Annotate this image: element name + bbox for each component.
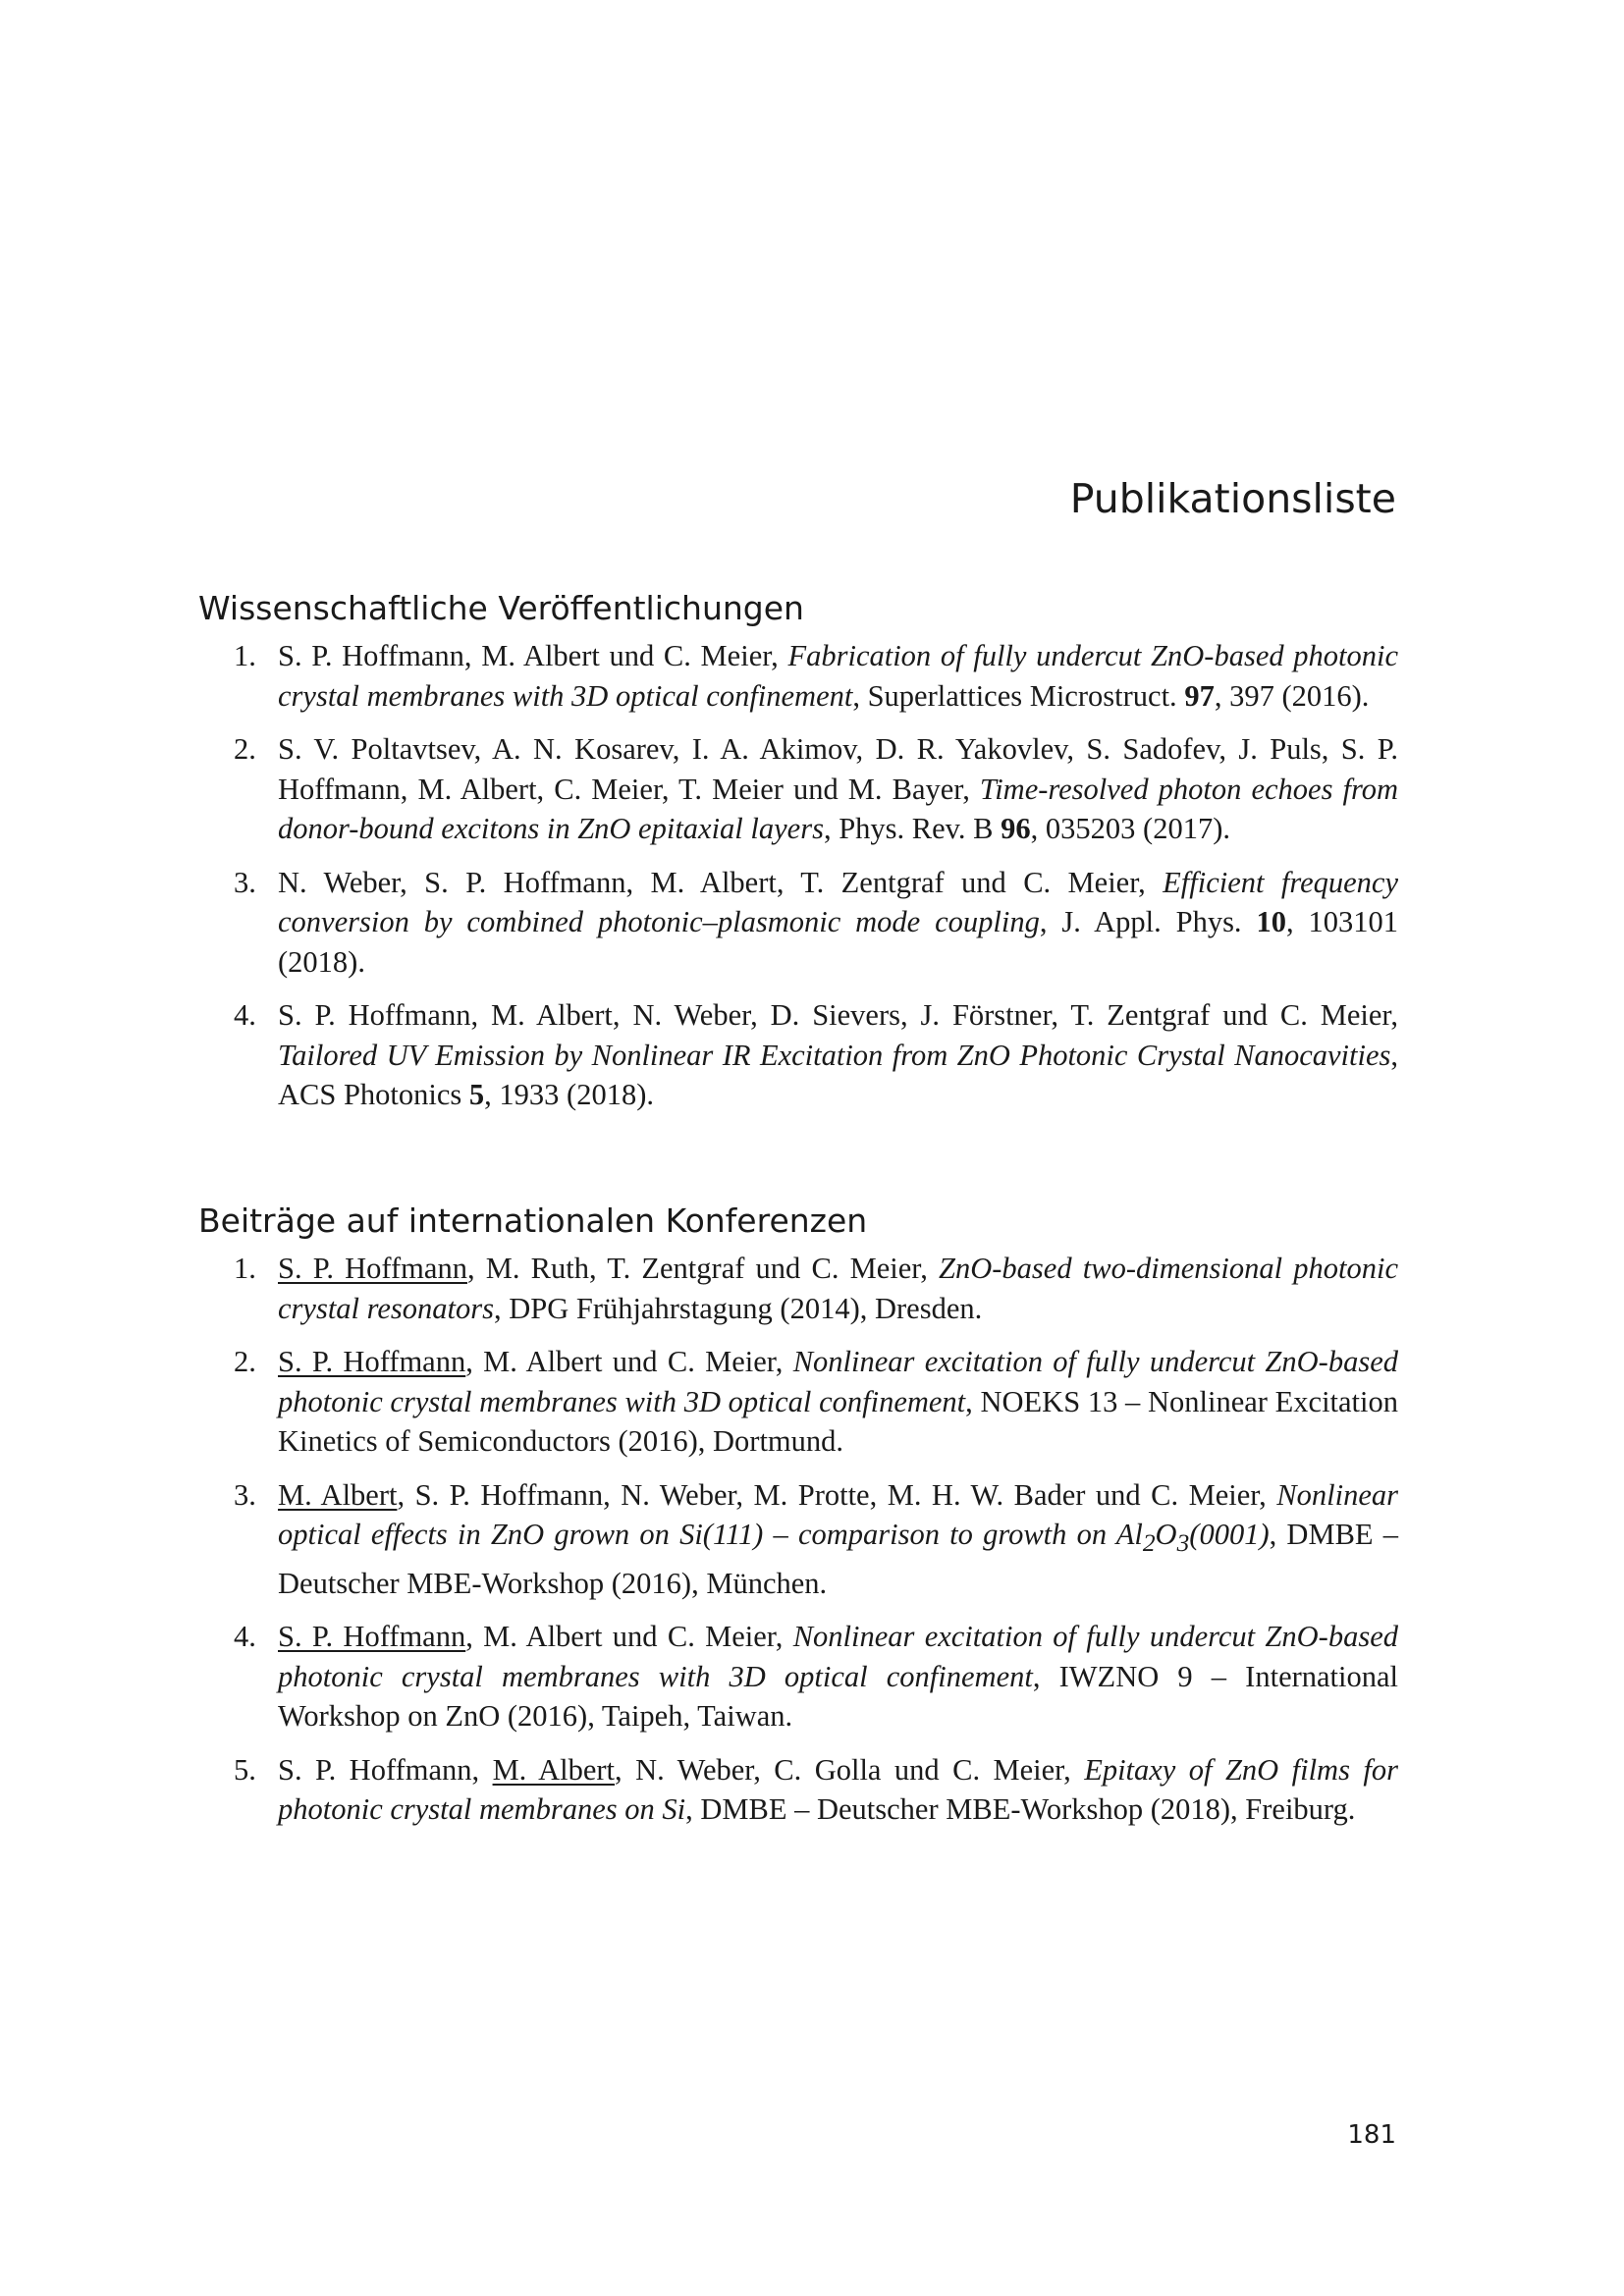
journal-name: , Superlattices Microstruct. bbox=[852, 678, 1185, 713]
authors: S. P. Hoffmann, M. Albert und C. Meier, bbox=[278, 639, 788, 672]
list-item bbox=[198, 729, 1398, 849]
paper-title: Fabrication of fully undercut ZnO-based photonic crystal membranes with 3D optical confinement bbox=[278, 639, 1399, 713]
journal-publication-list bbox=[198, 636, 1398, 1115]
conference-contribution-list bbox=[198, 1249, 1398, 1830]
list-item bbox=[198, 1475, 1398, 1604]
presenter-name: S. P. Hoffmann bbox=[278, 1345, 466, 1378]
authors: , M. Ruth, T. Zentgraf und C. Meier, bbox=[466, 1252, 940, 1285]
section-heading-journals: Wissenschaftliche Veröffentlichungen bbox=[198, 589, 804, 627]
presenter-name: M. Albert bbox=[492, 1752, 615, 1787]
paper-title: Time-resolved photon echoes from donor-bound excitons in ZnO epitaxial layers bbox=[278, 772, 1398, 845]
paper-title: Efficient frequency conversion by combined photonic–plasmonic mode coupling bbox=[278, 865, 1398, 938]
conference-info: , DPG Frühjahrstagung (2014), Dresden. bbox=[494, 1291, 983, 1325]
list-item bbox=[198, 1617, 1398, 1736]
item-number: 2. bbox=[234, 732, 256, 766]
paper-title: Tailored UV Emission by Nonlinear IR Excitation from ZnO Photonic Crystal Nanocavities bbox=[278, 1038, 1391, 1072]
list-item bbox=[198, 636, 1398, 716]
list-item bbox=[198, 1249, 1398, 1328]
item-number: 4. bbox=[234, 1620, 256, 1654]
contribution-title: Nonlinear optical effects in ZnO grown on Si(111) – comparison to growth on $Al_2O_3(0001)$ bbox=[278, 1477, 1398, 1558]
citation-rest: , 1933 (2018). bbox=[484, 1078, 654, 1111]
authors: S. P. Hoffmann, M. Albert, N. Weber, D. Sievers, J. Förstner, T. Zentgraf und C. Meier, bbox=[278, 998, 1398, 1032]
subscript: 2 bbox=[1142, 1529, 1156, 1558]
journal-name: , J. Appl. Phys. bbox=[1039, 905, 1257, 938]
volume: 97 bbox=[1184, 678, 1215, 713]
presenter-name: S. P. Hoffmann bbox=[278, 1252, 467, 1285]
contribution-title: Nonlinear excitation of fully undercut ZnO-based photonic crystal membranes with 3D optical confinement bbox=[278, 1620, 1398, 1693]
authors: S. V. Poltavtsev, A. N. Kosarev, I. A. Akimov, D. R. Yakovlev, S. Sadofev, J. Puls, S. P. Hoffmann, M. Albert, C. Meier, T. Meier und M. Bayer, bbox=[278, 732, 1398, 806]
conference-info: , DMBE – Deutscher MBE-Workshop (2018), Freiburg. bbox=[685, 1792, 1356, 1827]
presenter-name: M. Albert bbox=[278, 1477, 398, 1512]
authors: , M. Albert und C. Meier, bbox=[465, 1345, 793, 1378]
authors: S. P. Hoffmann, bbox=[278, 1752, 493, 1787]
citation-rest: , 035203 (2017). bbox=[1030, 812, 1230, 845]
contribution-title: Epitaxy of ZnO films for photonic crystal membranes on Si bbox=[278, 1752, 1398, 1827]
journal-name: , ACS Photonics bbox=[278, 1038, 1398, 1111]
chapter-title: Publikationsliste bbox=[1069, 475, 1396, 522]
volume: 10 bbox=[1256, 905, 1286, 938]
page-number: 181 bbox=[1347, 2120, 1396, 2150]
item-number: 1. bbox=[234, 1252, 256, 1285]
conference-info: , DMBE – Deutscher MBE-Workshop (2016), München. bbox=[278, 1518, 1398, 1600]
item-number: 3. bbox=[234, 865, 256, 899]
authors: , S. P. Hoffmann, N. Weber, M. Protte, M. H. W. Bader und C. Meier, bbox=[397, 1477, 1277, 1512]
section-heading-conferences: Beiträge auf internationalen Konferenzen bbox=[198, 1201, 868, 1240]
conference-info: , IWZNO 9 – International Workshop on ZnO (2016), Taipeh, Taiwan. bbox=[278, 1659, 1399, 1734]
authors: , M. Albert und C. Meier, bbox=[465, 1620, 793, 1654]
item-number: 2. bbox=[234, 1345, 256, 1378]
contribution-title: Nonlinear excitation of fully undercut ZnO-based photonic crystal membranes with 3D optical confinement bbox=[278, 1345, 1398, 1418]
list-item bbox=[198, 1750, 1398, 1830]
item-number: 3. bbox=[234, 1477, 256, 1512]
conference-contributions-section bbox=[198, 1200, 1398, 1843]
journal-name: , Phys. Rev. B bbox=[823, 812, 1001, 845]
item-number: 5. bbox=[234, 1752, 256, 1787]
volume: 96 bbox=[1001, 812, 1031, 845]
authors: , N. Weber, C. Golla und C. Meier, bbox=[615, 1752, 1085, 1787]
item-number: 1. bbox=[234, 639, 256, 672]
contribution-title: ZnO-based two-dimensional photonic crystal resonators bbox=[278, 1252, 1398, 1325]
conference-info: , NOEKS 13 – Nonlinear Excitation Kinetics of Semiconductors (2016), Dortmund. bbox=[278, 1384, 1399, 1458]
presenter-name: S. P. Hoffmann bbox=[278, 1620, 466, 1654]
item-number: 4. bbox=[234, 998, 256, 1032]
citation-rest: , 397 (2016). bbox=[1214, 678, 1370, 713]
journal-publications-section bbox=[198, 587, 1398, 1129]
authors: N. Weber, S. P. Hoffmann, M. Albert, T. Zentgraf und C. Meier, bbox=[278, 865, 1164, 899]
subscript: 3 bbox=[1176, 1529, 1190, 1558]
list-item bbox=[198, 863, 1398, 983]
list-item bbox=[198, 1342, 1398, 1462]
list-item bbox=[198, 995, 1398, 1115]
volume: 5 bbox=[468, 1078, 485, 1111]
citation-rest: , 103101 (2018). bbox=[278, 905, 1398, 979]
